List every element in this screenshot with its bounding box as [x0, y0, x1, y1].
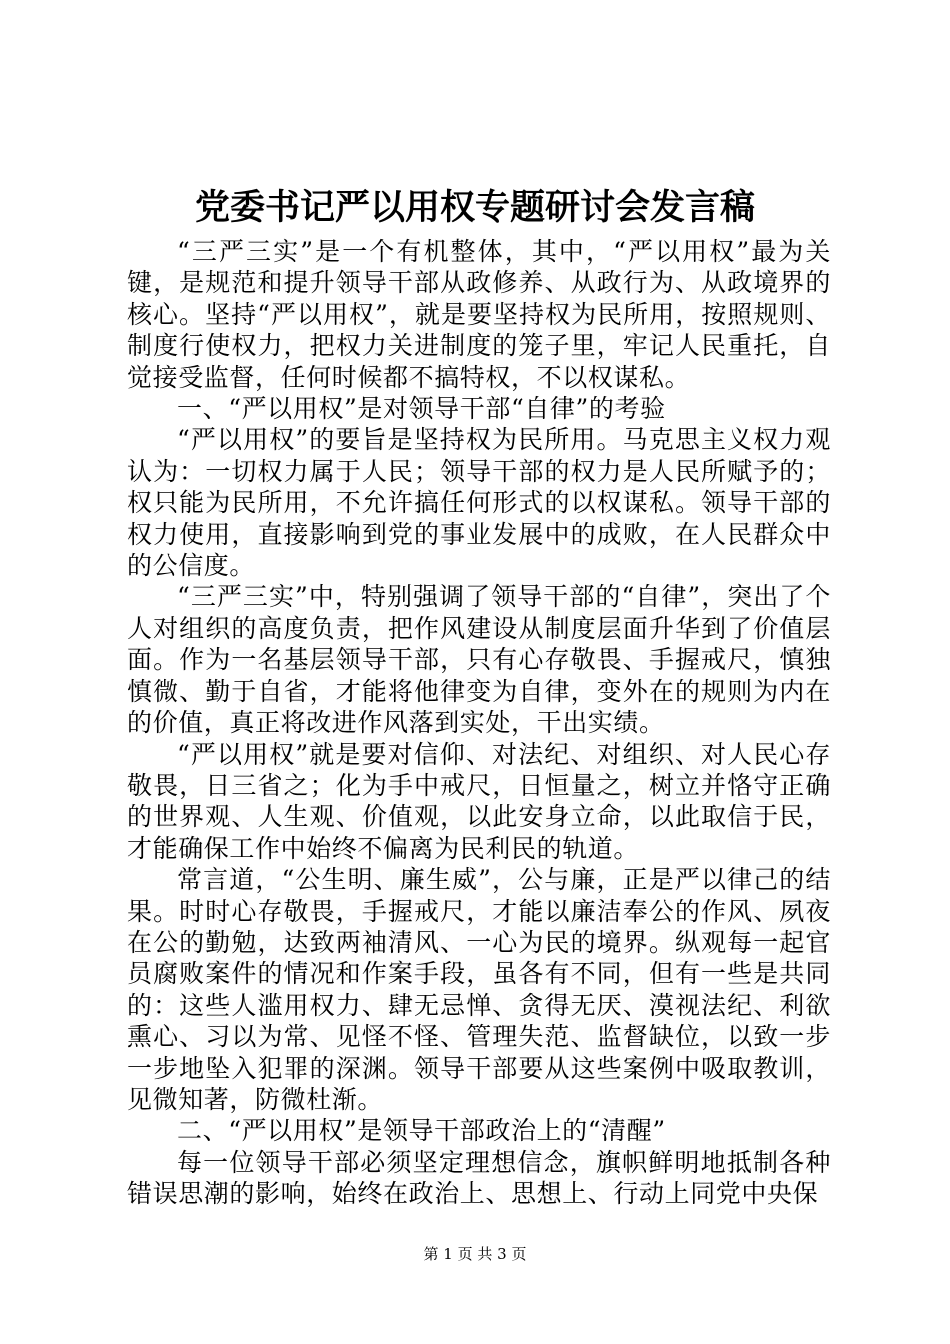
paragraph-2: “三严三实”中，特别强调了领导干部的“自律”，突出了个人对组织的高度负责，把作风建设从制度层面升华到了价值层面。作为一名基层领导干部，只有心存敬畏、手握戒尺，慎独慎微、勤于自省，才能将他律变为自律，变外在的规则为内在的价值，真正将改进作风落到实处，干出实绩。	[127, 582, 831, 738]
paragraph-1: “严以用权”的要旨是坚持权为民所用。马克思主义权力观认为：一切权力属于人民；领导干部的权力是人民所赋予的；权只能为民所用，不允许搞任何形式的以权谋私。领导干部的权力使用，直接影响到党的事业发展中的成败，在人民群众中的公信度。	[127, 425, 831, 581]
paragraph-4: 常言道，“公生明、廉生威”，公与廉，正是严以律己的结果。时时心存敬畏，手握戒尺，才能以廉洁奉公的作风、夙夜在公的勤勉，达致两袖清风、一心为民的境界。纵观每一起官员腐败案件的情况和作案手段，虽各有不同，但有一些是共同的：这些人滥用权力、肆无忌惮、贪得无厌、漠视法纪、利欲熏心、习以为常、见怪不怪、管理失范、监督缺位，以致一步一步地坠入犯罪的深渊。领导干部要从这些案例中吸取教训，见微知著，防微杜渐。	[127, 865, 831, 1114]
paragraph-intro: “三严三实”是一个有机整体，其中，“严以用权”最为关键，是规范和提升领导干部从政修养、从政行为、从政境界的核心。坚持“严以用权”，就是要坚持权为民所用，按照规则、制度行使权力，把权力关进制度的笼子里，牢记人民重托，自觉接受监督，任何时候都不搞特权，不以权谋私。	[127, 237, 831, 392]
document-title: 党委书记严以用权专题研讨会发言稿	[194, 187, 755, 228]
section-heading-2: 二、“严以用权”是领导干部政治上的“清醒”	[177, 1116, 666, 1146]
paragraph-5: 每一位领导干部必须坚定理想信念，旗帜鲜明地抵制各种错误思潮的影响，始终在政治上、思想上、行动上同党中央保	[127, 1147, 831, 1209]
document-body	[127, 236, 831, 1210]
section-heading-1: 一、“严以用权”是对领导干部“自律”的考验	[177, 394, 666, 424]
page-number-footer: 第 1 页 共 3 页	[423, 1245, 527, 1263]
paragraph-3: “严以用权”就是要对信仰、对法纪、对组织、对人民心存敬畏，日三省之；化为手中戒尺，日恒量之，树立并恪守正确的世界观、人生观、价值观，以此安身立命，以此取信于民，才能确保工作中始终不偏离为民利民的轨道。	[127, 739, 831, 863]
